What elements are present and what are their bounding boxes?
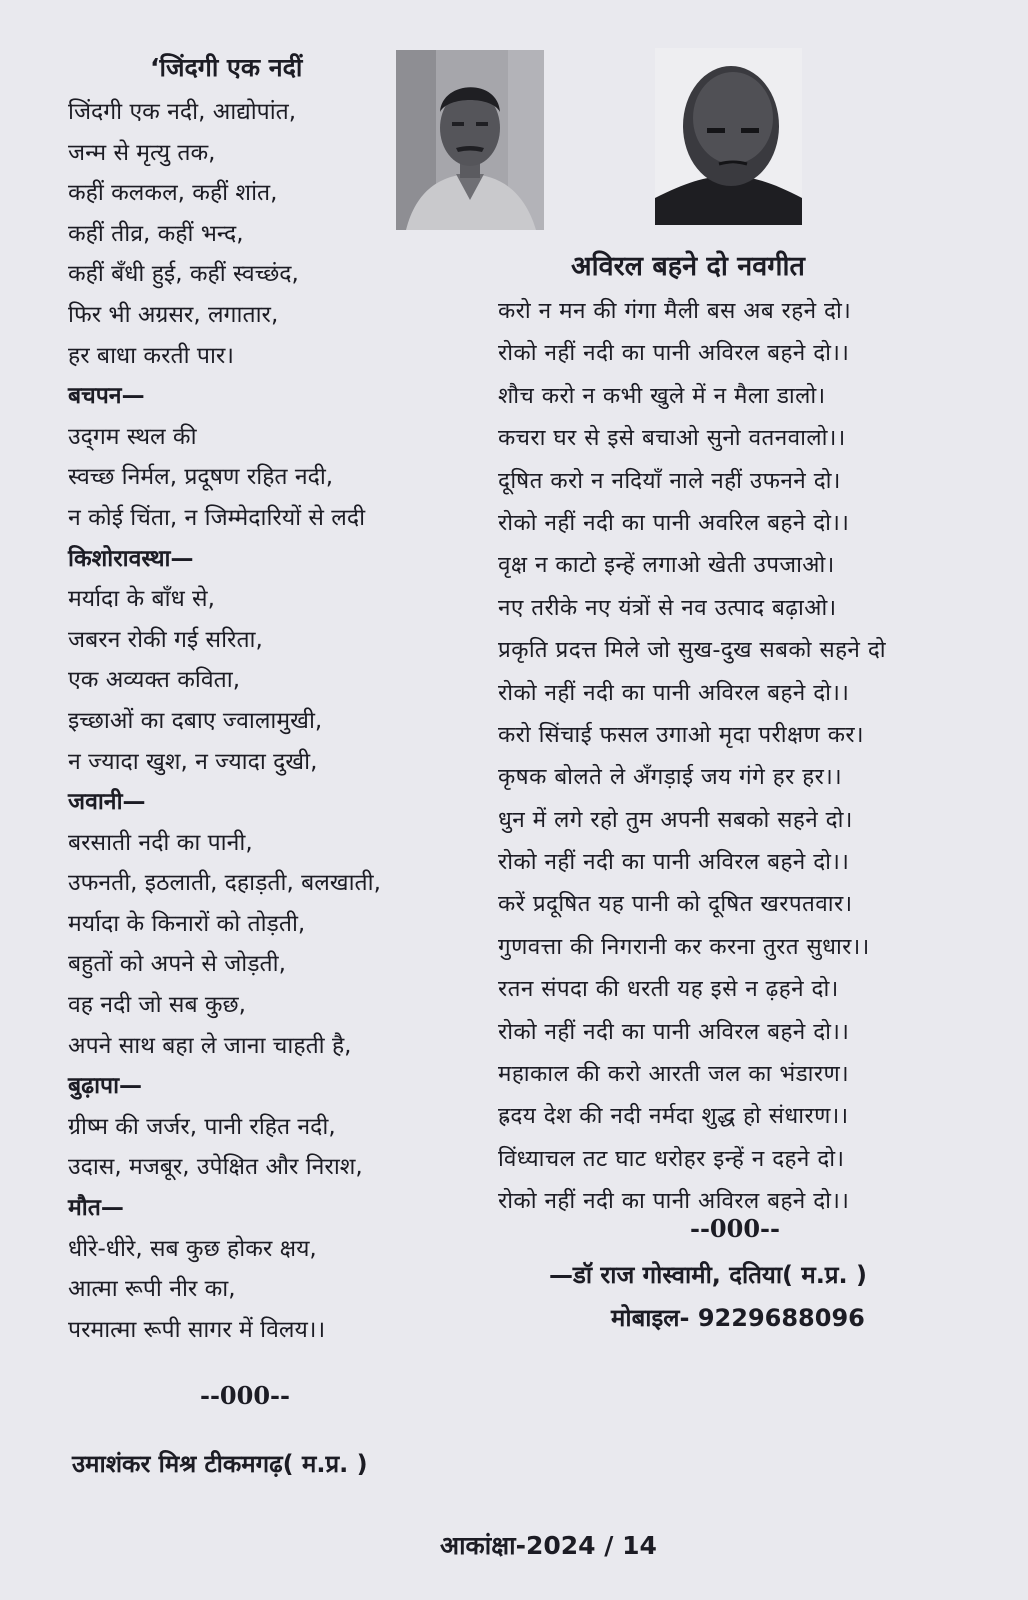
poem-line: करो सिंचाई फसल उगाओ मृदा परीक्षण कर। [498, 721, 864, 748]
poem-line: रोको नहीं नदी का पानी अविरल बहने दो।। [498, 1188, 850, 1215]
poem-line: प्रकृति प्रदत्त मिले जो सुख-दुख सबको सहने दो [498, 637, 887, 664]
right-poem-title: अविरल बहने दो नवगीत [571, 251, 805, 282]
poem-line: एक अव्यक्त कविता, [68, 667, 241, 694]
right-poem-author: —डॉ राज गोस्वामी, दतिया( म.प्र. ) [549, 1261, 867, 1289]
poem-line: वृक्ष न काटो इन्हें लगाओ खेती उपजाओ। [498, 552, 835, 579]
poem-line: कचरा घर से इसे बचाओ सुनो वतनवालो।। [498, 425, 846, 452]
poem-section-heading: किशोरावस्था— [68, 545, 194, 572]
poem-line: परमात्मा रूपी सागर में विलय।। [68, 1316, 326, 1343]
poem-line: नए तरीके नए यंत्रों से नव उत्पाद बढ़ाओ। [498, 594, 837, 621]
poem-line: आत्मा रूपी नीर का, [68, 1276, 236, 1303]
poem-section-heading: बचपन— [68, 383, 145, 410]
poem-line: उफनती, इठलाती, दहाड़ती, बलखाती, [68, 870, 381, 897]
poem-line: कृषक बोलते ले अँगड़ाई जय गंगे हर हर।। [498, 764, 843, 791]
poem-line: महाकाल की करो आरती जल का भंडारण। [498, 1061, 850, 1088]
author-portrait-left [396, 50, 544, 230]
poem-line: कहीं बँधी हुई, कहीं स्वच्छंद, [68, 261, 299, 288]
poem-line: रोको नहीं नदी का पानी अविरल बहने दो।। [498, 340, 850, 367]
poem-line: ग्रीष्म की जर्जर, पानी रहित नदी, [68, 1113, 336, 1140]
right-poem-body [498, 290, 968, 1223]
poem-line: कहीं तीव्र, कहीं भन्द, [68, 220, 244, 247]
poem-line: दूषित करो न नदियाँ नाले नहीं उफनने दो। [498, 467, 841, 494]
poem-line: जन्म से मृत्यु तक, [68, 139, 216, 166]
author-portrait-right [655, 48, 802, 225]
poem-section-heading: जवानी— [68, 789, 146, 816]
page-footer: आकांक्षा-2024 / 14 [440, 1531, 657, 1560]
poem-line: विंध्याचल तट घाट धरोहर इन्हें न दहने दो। [498, 1145, 845, 1172]
poem-line: गुणवत्ता की निगरानी कर करना तुरत सुधार।। [498, 933, 870, 960]
right-poem-mobile: मोबाइल- 9229688096 [611, 1304, 865, 1332]
poem-line: बहुतों को अपने से जोड़ती, [68, 951, 286, 978]
poem-line: इच्छाओं का दबाए ज्वालामुखी, [68, 707, 323, 734]
poem-line: करें प्रदूषित यह पानी को दूषित खरपतवार। [498, 891, 853, 918]
left-poem-separator: --000-- [200, 1381, 290, 1410]
poem-line: रोको नहीं नदी का पानी अविरल बहने दो।। [498, 849, 850, 876]
poem-line: ह्रदय देश की नदी नर्मदा शुद्ध हो संधारण।। [498, 1103, 849, 1130]
poem-line: फिर भी अग्रसर, लगातार, [68, 301, 279, 328]
poem-line: स्वच्छ निर्मल, प्रदूषण रहित नदी, [68, 464, 334, 491]
left-poem-author: उमाशंकर मिश्र टीकमगढ़( म.प्र. ) [72, 1450, 368, 1478]
poem-line: बरसाती नदी का पानी, [68, 829, 253, 856]
poem-line: मर्यादा के किनारों को तोड़ती, [68, 910, 306, 937]
poem-line: जबरन रोकी गई सरिता, [68, 626, 263, 653]
poem-line: न कोई चिंता, न जिम्मेदारियों से लदी [68, 504, 366, 531]
poem-line: शौच करो न कभी खुले में न मैला डालो। [498, 382, 826, 409]
poem-line: जिंदगी एक नदी, आद्योपांत, [68, 99, 297, 125]
right-poem-separator: --000-- [690, 1214, 780, 1243]
poem-line: न ज्यादा खुश, न ज्यादा दुखी, [68, 748, 318, 775]
poem-line: रोको नहीं नदी का पानी अविरल बहने दो।। [498, 1018, 850, 1045]
poem-line: वह नदी जो सब कुछ, [68, 992, 246, 1019]
poem-line: रोको नहीं नदी का पानी अविरल बहने दो।। [498, 679, 850, 706]
poem-line: उदास, मजबूर, उपेक्षित और निराश, [68, 1154, 363, 1181]
poem-line: उद्‌गम स्थल की [68, 423, 197, 450]
left-poem-title: ‘जिंदगी एक नदीं [150, 53, 303, 82]
poem-section-heading: मौत— [68, 1195, 124, 1222]
poem-line: मर्यादा के बाँध से, [68, 586, 215, 613]
poem-section-heading: बुढ़ापा— [68, 1073, 143, 1100]
poem-line: धुन में लगे रहो तुम अपनी सबको सहने दो। [498, 806, 853, 833]
left-poem-body [68, 92, 468, 1350]
author-photo-left [396, 50, 544, 230]
poem-line: कहीं कलकल, कहीं शांत, [68, 180, 278, 207]
poem-line: रोको नहीं नदी का पानी अवरिल बहने दो।। [498, 509, 850, 536]
poem-line: हर बाधा करती पार। [68, 342, 235, 369]
poem-line: धीरे-धीरे, सब कुछ होकर क्षय, [68, 1235, 317, 1262]
poem-line: अपने साथ बहा ले जाना चाहती है, [68, 1032, 352, 1059]
poem-line: रतन संपदा की धरती यह इसे न ढ़हने दो। [498, 976, 839, 1003]
poem-line: करो न मन की गंगा मैली बस अब रहने दो। [498, 298, 852, 324]
author-photo-right [655, 48, 802, 225]
